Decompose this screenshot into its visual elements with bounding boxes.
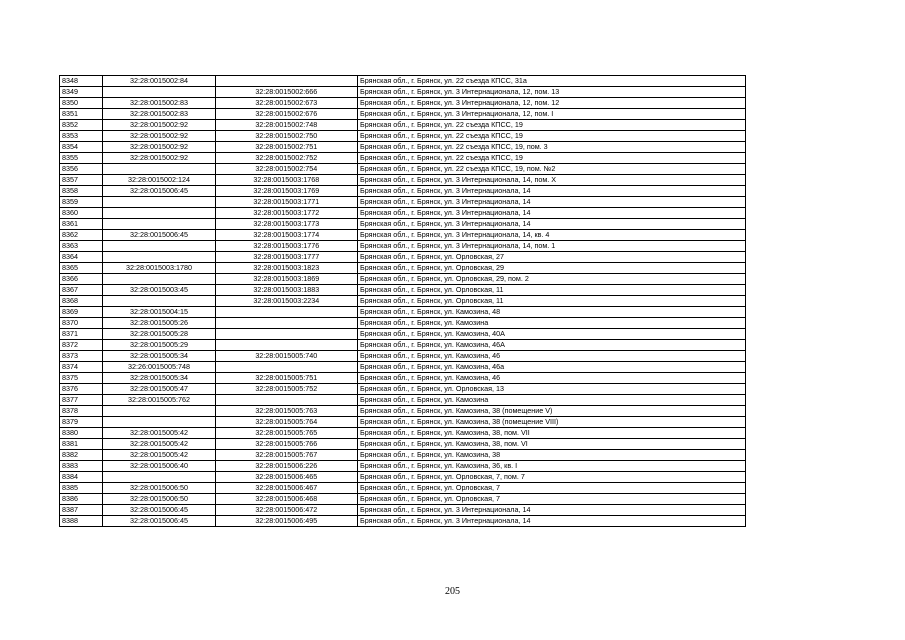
address-cell: Брянская обл., г. Брянск, ул. Орловская, 27 xyxy=(358,252,746,263)
address-cell: Брянская обл., г. Брянск, ул. 3 Интернационала, 14 xyxy=(358,197,746,208)
object-number-cell: 32:28:0015002:676 xyxy=(215,109,357,120)
object-number-cell: 32:28:0015006:465 xyxy=(215,472,357,483)
parcel-number-cell: 32:28:0015005:762 xyxy=(103,395,215,406)
table-row xyxy=(60,76,746,87)
address-cell: Брянская обл., г. Брянск, ул. 3 Интернационала, 12, пом. I xyxy=(358,109,746,120)
row-number-cell: 8348 xyxy=(60,76,103,87)
parcel-number-cell: 32:28:0015002:124 xyxy=(103,175,215,186)
table-row xyxy=(60,109,746,120)
row-number-cell: 8362 xyxy=(60,230,103,241)
object-number-cell xyxy=(215,318,357,329)
object-number-cell xyxy=(215,362,357,373)
row-number-cell: 8350 xyxy=(60,98,103,109)
row-number-cell: 8378 xyxy=(60,406,103,417)
cadastral-table xyxy=(59,75,746,527)
table-row xyxy=(60,164,746,175)
address-cell: Брянская обл., г. Брянск, ул. 3 Интернационала, 14 xyxy=(358,516,746,527)
object-number-cell: 32:28:0015003:1768 xyxy=(215,175,357,186)
row-number-cell: 8379 xyxy=(60,417,103,428)
address-cell: Брянская обл., г. Брянск, ул. Камозина, 46А xyxy=(358,340,746,351)
parcel-number-cell: 32:28:0015006:50 xyxy=(103,483,215,494)
address-cell: Брянская обл., г. Брянск, ул. Орловская, 7, пом. 7 xyxy=(358,472,746,483)
object-number-cell: 32:28:0015006:468 xyxy=(215,494,357,505)
row-number-cell: 8381 xyxy=(60,439,103,450)
table-row xyxy=(60,186,746,197)
table-row xyxy=(60,197,746,208)
table-row xyxy=(60,98,746,109)
parcel-number-cell: 32:28:0015005:28 xyxy=(103,329,215,340)
table-row xyxy=(60,384,746,395)
object-number-cell: 32:28:0015003:1777 xyxy=(215,252,357,263)
row-number-cell: 8372 xyxy=(60,340,103,351)
parcel-number-cell: 32:28:0015005:34 xyxy=(103,351,215,362)
parcel-number-cell: 32:28:0015006:45 xyxy=(103,516,215,527)
row-number-cell: 8388 xyxy=(60,516,103,527)
row-number-cell: 8363 xyxy=(60,241,103,252)
cadastral-table-body xyxy=(60,76,746,527)
table-row xyxy=(60,439,746,450)
parcel-number-cell xyxy=(103,87,215,98)
table-row xyxy=(60,120,746,131)
object-number-cell: 32:28:0015005:752 xyxy=(215,384,357,395)
parcel-number-cell: 32:26:0015005:748 xyxy=(103,362,215,373)
parcel-number-cell: 32:28:0015002:84 xyxy=(103,76,215,87)
object-number-cell: 32:28:0015005:751 xyxy=(215,373,357,384)
table-row xyxy=(60,241,746,252)
parcel-number-cell: 32:28:0015002:83 xyxy=(103,98,215,109)
table-row xyxy=(60,472,746,483)
row-number-cell: 8370 xyxy=(60,318,103,329)
address-cell: Брянская обл., г. Брянск, ул. Камозина, 46 xyxy=(358,373,746,384)
parcel-number-cell: 32:28:0015004:15 xyxy=(103,307,215,318)
object-number-cell: 32:28:0015006:467 xyxy=(215,483,357,494)
table-row xyxy=(60,153,746,164)
parcel-number-cell: 32:28:0015002:92 xyxy=(103,153,215,164)
row-number-cell: 8380 xyxy=(60,428,103,439)
address-cell: Брянская обл., г. Брянск, ул. Камозина, 40А xyxy=(358,329,746,340)
object-number-cell: 32:28:0015005:740 xyxy=(215,351,357,362)
address-cell: Брянская обл., г. Брянск, ул. 3 Интернационала, 14 xyxy=(358,186,746,197)
address-cell: Брянская обл., г. Брянск, ул. 22 съезда КПСС, 19, пом. №2 xyxy=(358,164,746,175)
parcel-number-cell: 32:28:0015005:29 xyxy=(103,340,215,351)
row-number-cell: 8358 xyxy=(60,186,103,197)
address-cell: Брянская обл., г. Брянск, ул. Камозина, 46а xyxy=(358,362,746,373)
row-number-cell: 8367 xyxy=(60,285,103,296)
parcel-number-cell xyxy=(103,406,215,417)
table-row xyxy=(60,307,746,318)
object-number-cell xyxy=(215,307,357,318)
row-number-cell: 8386 xyxy=(60,494,103,505)
parcel-number-cell xyxy=(103,241,215,252)
parcel-number-cell xyxy=(103,417,215,428)
row-number-cell: 8373 xyxy=(60,351,103,362)
address-cell: Брянская обл., г. Брянск, ул. 3 Интернационала, 14, пом. X xyxy=(358,175,746,186)
object-number-cell: 32:28:0015006:472 xyxy=(215,505,357,516)
address-cell: Брянская обл., г. Брянск, ул. Орловская, 11 xyxy=(358,285,746,296)
object-number-cell xyxy=(215,76,357,87)
address-cell: Брянская обл., г. Брянск, ул. 22 съезда КПСС, 19 xyxy=(358,153,746,164)
object-number-cell: 32:28:0015005:766 xyxy=(215,439,357,450)
address-cell: Брянская обл., г. Брянск, ул. Камозина, 38 xyxy=(358,450,746,461)
object-number-cell: 32:28:0015003:1823 xyxy=(215,263,357,274)
table-row xyxy=(60,329,746,340)
address-cell: Брянская обл., г. Брянск, ул. 3 Интернационала, 14 xyxy=(358,208,746,219)
table-row xyxy=(60,318,746,329)
address-cell: Брянская обл., г. Брянск, ул. 3 Интернационала, 12, пом. 12 xyxy=(358,98,746,109)
row-number-cell: 8357 xyxy=(60,175,103,186)
parcel-number-cell: 32:28:0015005:42 xyxy=(103,439,215,450)
address-cell: Брянская обл., г. Брянск, ул. Камозина, 38 (помещение VIII) xyxy=(358,417,746,428)
row-number-cell: 8365 xyxy=(60,263,103,274)
object-number-cell: 32:28:0015003:1776 xyxy=(215,241,357,252)
parcel-number-cell: 32:28:0015006:40 xyxy=(103,461,215,472)
row-number-cell: 8351 xyxy=(60,109,103,120)
address-cell: Брянская обл., г. Брянск, ул. Орловская, 11 xyxy=(358,296,746,307)
address-cell: Брянская обл., г. Брянск, ул. 22 съезда КПСС, 31а xyxy=(358,76,746,87)
row-number-cell: 8353 xyxy=(60,131,103,142)
parcel-number-cell xyxy=(103,164,215,175)
row-number-cell: 8371 xyxy=(60,329,103,340)
address-cell: Брянская обл., г. Брянск, ул. 22 съезда КПСС, 19 xyxy=(358,131,746,142)
parcel-number-cell: 32:28:0015006:45 xyxy=(103,505,215,516)
row-number-cell: 8384 xyxy=(60,472,103,483)
page-number: 205 xyxy=(445,586,460,597)
table-row xyxy=(60,285,746,296)
parcel-number-cell: 32:28:0015006:45 xyxy=(103,230,215,241)
parcel-number-cell: 32:28:0015005:34 xyxy=(103,373,215,384)
object-number-cell: 32:28:0015003:1771 xyxy=(215,197,357,208)
object-number-cell: 32:28:0015005:765 xyxy=(215,428,357,439)
table-row xyxy=(60,131,746,142)
parcel-number-cell xyxy=(103,274,215,285)
table-row xyxy=(60,351,746,362)
address-cell: Брянская обл., г. Брянск, ул. 3 Интернационала, 14 xyxy=(358,505,746,516)
address-cell: Брянская обл., г. Брянск, ул. Камозина xyxy=(358,318,746,329)
object-number-cell: 32:28:0015002:754 xyxy=(215,164,357,175)
row-number-cell: 8354 xyxy=(60,142,103,153)
row-number-cell: 8364 xyxy=(60,252,103,263)
object-number-cell: 32:28:0015005:763 xyxy=(215,406,357,417)
row-number-cell: 8366 xyxy=(60,274,103,285)
object-number-cell: 32:28:0015006:226 xyxy=(215,461,357,472)
row-number-cell: 8356 xyxy=(60,164,103,175)
object-number-cell: 32:28:0015003:1869 xyxy=(215,274,357,285)
row-number-cell: 8369 xyxy=(60,307,103,318)
row-number-cell: 8383 xyxy=(60,461,103,472)
parcel-number-cell: 32:28:0015002:92 xyxy=(103,120,215,131)
parcel-number-cell xyxy=(103,208,215,219)
parcel-number-cell xyxy=(103,219,215,230)
table-row xyxy=(60,219,746,230)
table-row xyxy=(60,428,746,439)
address-cell: Брянская обл., г. Брянск, ул. Камозина, 38, пом. VI xyxy=(358,439,746,450)
table-row xyxy=(60,208,746,219)
object-number-cell xyxy=(215,395,357,406)
row-number-cell: 8377 xyxy=(60,395,103,406)
table-row xyxy=(60,142,746,153)
row-number-cell: 8361 xyxy=(60,219,103,230)
row-number-cell: 8359 xyxy=(60,197,103,208)
object-number-cell: 32:28:0015005:764 xyxy=(215,417,357,428)
table-row xyxy=(60,450,746,461)
object-number-cell: 32:28:0015002:666 xyxy=(215,87,357,98)
table-row xyxy=(60,483,746,494)
address-cell: Брянская обл., г. Брянск, ул. Орловская, 29, пом. 2 xyxy=(358,274,746,285)
parcel-number-cell: 32:28:0015005:42 xyxy=(103,428,215,439)
object-number-cell: 32:28:0015003:1774 xyxy=(215,230,357,241)
table-row xyxy=(60,274,746,285)
address-cell: Брянская обл., г. Брянск, ул. Камозина, 48 xyxy=(358,307,746,318)
row-number-cell: 8385 xyxy=(60,483,103,494)
table-row xyxy=(60,296,746,307)
table-row xyxy=(60,516,746,527)
address-cell: Брянская обл., г. Брянск, ул. 3 Интернационала, 14 xyxy=(358,219,746,230)
parcel-number-cell: 32:28:0015006:45 xyxy=(103,186,215,197)
parcel-number-cell: 32:28:0015003:1780 xyxy=(103,263,215,274)
row-number-cell: 8349 xyxy=(60,87,103,98)
object-number-cell: 32:28:0015005:767 xyxy=(215,450,357,461)
parcel-number-cell: 32:28:0015003:45 xyxy=(103,285,215,296)
table-row xyxy=(60,461,746,472)
parcel-number-cell: 32:28:0015002:92 xyxy=(103,131,215,142)
address-cell: Брянская обл., г. Брянск, ул. Камозина xyxy=(358,395,746,406)
address-cell: Брянская обл., г. Брянск, ул. Камозина, 38, пом. VII xyxy=(358,428,746,439)
table-row xyxy=(60,362,746,373)
object-number-cell xyxy=(215,329,357,340)
address-cell: Брянская обл., г. Брянск, ул. Орловская, 7 xyxy=(358,483,746,494)
row-number-cell: 8360 xyxy=(60,208,103,219)
table-row xyxy=(60,395,746,406)
object-number-cell: 32:28:0015002:751 xyxy=(215,142,357,153)
address-cell: Брянская обл., г. Брянск, ул. 3 Интернационала, 12, пом. 13 xyxy=(358,87,746,98)
table-row xyxy=(60,230,746,241)
table-row xyxy=(60,494,746,505)
row-number-cell: 8355 xyxy=(60,153,103,164)
address-cell: Брянская обл., г. Брянск, ул. 22 съезда КПСС, 19 xyxy=(358,120,746,131)
parcel-number-cell xyxy=(103,252,215,263)
row-number-cell: 8387 xyxy=(60,505,103,516)
row-number-cell: 8374 xyxy=(60,362,103,373)
object-number-cell: 32:28:0015003:1772 xyxy=(215,208,357,219)
row-number-cell: 8352 xyxy=(60,120,103,131)
address-cell: Брянская обл., г. Брянск, ул. Камозина, 46 xyxy=(358,351,746,362)
address-cell: Брянская обл., г. Брянск, ул. Орловская, 13 xyxy=(358,384,746,395)
parcel-number-cell: 32:28:0015005:26 xyxy=(103,318,215,329)
parcel-number-cell: 32:28:0015002:83 xyxy=(103,109,215,120)
parcel-number-cell xyxy=(103,472,215,483)
table-row xyxy=(60,505,746,516)
address-cell: Брянская обл., г. Брянск, ул. Камозина, 36, кв. I xyxy=(358,461,746,472)
table-row xyxy=(60,252,746,263)
object-number-cell: 32:28:0015002:748 xyxy=(215,120,357,131)
address-cell: Брянская обл., г. Брянск, ул. 3 Интернационала, 14, пом. 1 xyxy=(358,241,746,252)
table-row xyxy=(60,87,746,98)
address-cell: Брянская обл., г. Брянск, ул. Орловская, 29 xyxy=(358,263,746,274)
table-row xyxy=(60,373,746,384)
object-number-cell: 32:28:0015003:1773 xyxy=(215,219,357,230)
table-row xyxy=(60,340,746,351)
parcel-number-cell xyxy=(103,197,215,208)
object-number-cell xyxy=(215,340,357,351)
parcel-number-cell: 32:28:0015002:92 xyxy=(103,142,215,153)
row-number-cell: 8375 xyxy=(60,373,103,384)
object-number-cell: 32:28:0015002:673 xyxy=(215,98,357,109)
object-number-cell: 32:28:0015003:2234 xyxy=(215,296,357,307)
address-cell: Брянская обл., г. Брянск, ул. Камозина, 38 (помещение V) xyxy=(358,406,746,417)
table-row xyxy=(60,406,746,417)
object-number-cell: 32:28:0015002:752 xyxy=(215,153,357,164)
object-number-cell: 32:28:0015006:495 xyxy=(215,516,357,527)
parcel-number-cell: 32:28:0015005:42 xyxy=(103,450,215,461)
table-row xyxy=(60,175,746,186)
table-row xyxy=(60,263,746,274)
object-number-cell: 32:28:0015002:750 xyxy=(215,131,357,142)
table-row xyxy=(60,417,746,428)
object-number-cell: 32:28:0015003:1883 xyxy=(215,285,357,296)
parcel-number-cell: 32:28:0015005:47 xyxy=(103,384,215,395)
parcel-number-cell: 32:28:0015006:50 xyxy=(103,494,215,505)
object-number-cell: 32:28:0015003:1769 xyxy=(215,186,357,197)
parcel-number-cell xyxy=(103,296,215,307)
address-cell: Брянская обл., г. Брянск, ул. 22 съезда КПСС, 19, пом. 3 xyxy=(358,142,746,153)
row-number-cell: 8382 xyxy=(60,450,103,461)
row-number-cell: 8376 xyxy=(60,384,103,395)
address-cell: Брянская обл., г. Брянск, ул. Орловская, 7 xyxy=(358,494,746,505)
address-cell: Брянская обл., г. Брянск, ул. 3 Интернационала, 14, кв. 4 xyxy=(358,230,746,241)
row-number-cell: 8368 xyxy=(60,296,103,307)
